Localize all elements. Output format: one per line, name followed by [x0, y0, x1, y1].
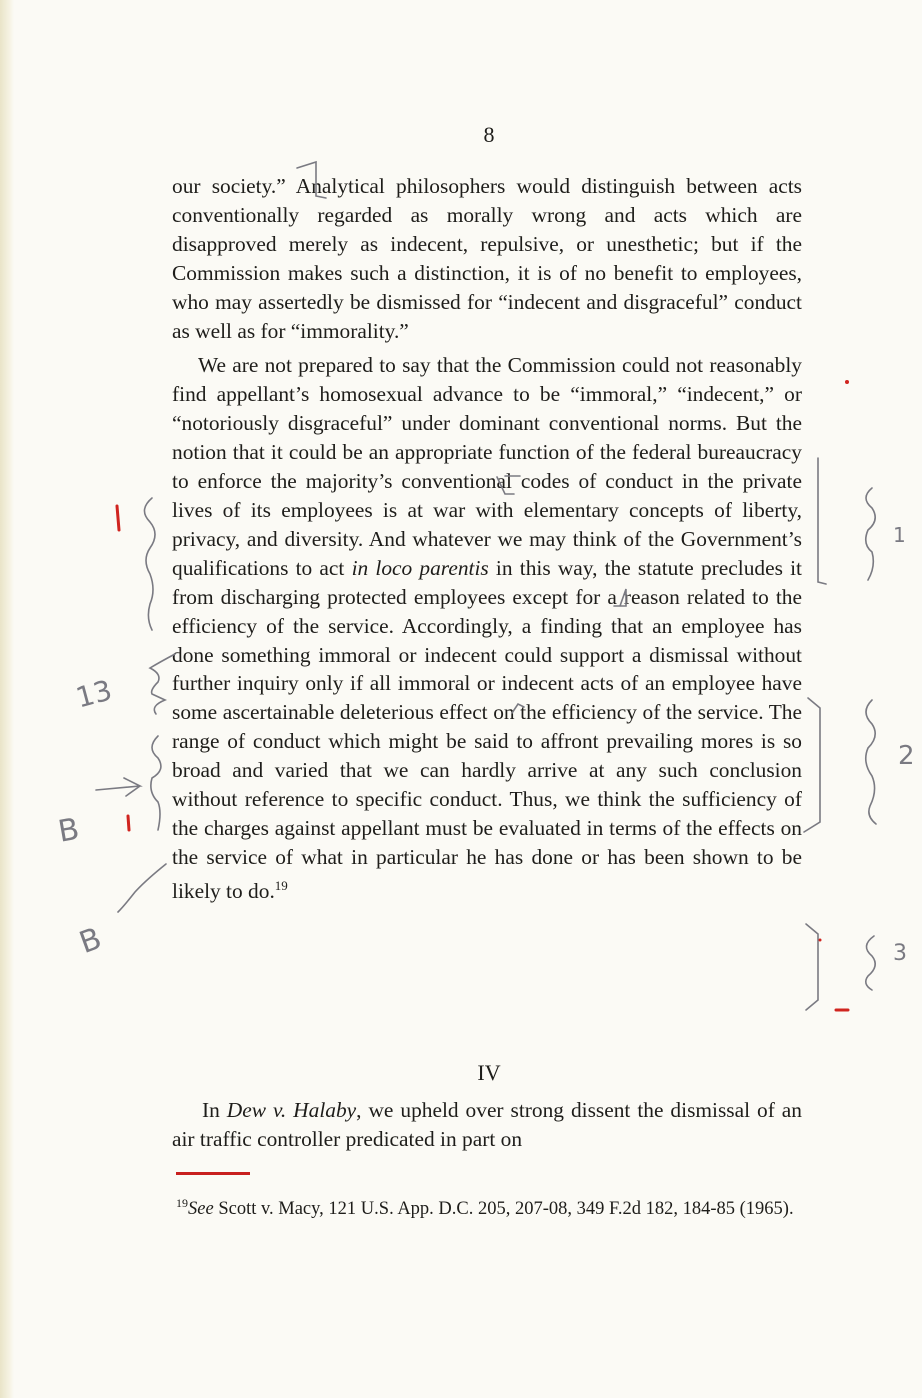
paragraph-1: our society.” Analytical philosophers would distinguish between acts conventionally regarded as morally wrong and acts which are disapproved merely as indecent, repulsive, or unesthetic; but if the Commission makes such a distinction, it is of no benefit to employees, who may assertedly be dismissed for “indecent and disgraceful” conduct as well as for “immorality.” — [172, 174, 802, 343]
hw-left-b2: B — [74, 921, 107, 962]
page-number: 8 — [483, 122, 495, 147]
bracket-mark-2 — [497, 476, 520, 494]
section-iv-prefix: In — [202, 1098, 220, 1122]
footnote-ref: 19 — [274, 877, 288, 893]
paragraph-2-part-2: in this way, the statute precludes it from discharging protected employees except for a reason related to the efficiency of the service. Accordingly, a finding that an employee has done something immoral or indecent could support a dismissal without further inquiry only if all immoral or indecent acts of an employee have some ascertainable deleterious effect on the efficiency of the service. The range of conduct which might be said to affront prevailing mores is so broad and varied that we can hardly arrive at any such conclusion without reference to specific conduct. Thus, we think the sufficiency of the charges against appellant must be evaluated in terms of the effects on the service of what in particular he has done or has been shown to be likely to do. — [172, 555, 802, 903]
right-squiggle-1 — [866, 488, 875, 580]
right-bracket-2 — [804, 698, 820, 832]
arrow-mark — [96, 778, 140, 796]
red-dot-2 — [819, 939, 822, 942]
hw-right-2: 2 — [898, 741, 915, 771]
right-bracket-3 — [806, 924, 818, 1010]
red-mark-2 — [128, 816, 129, 830]
hw-left-b1: B — [55, 811, 82, 850]
left-squiggle-2 — [150, 654, 175, 714]
left-line-1 — [118, 864, 166, 912]
bracket-mark-4 — [512, 704, 524, 713]
footnote-see: See — [188, 1199, 214, 1220]
right-squiggle-2 — [866, 700, 876, 824]
red-mark-1 — [117, 506, 119, 530]
left-squiggle-1 — [144, 498, 155, 630]
red-dot-1 — [845, 380, 849, 384]
left-squiggle-3 — [151, 736, 161, 830]
section-heading: IV — [477, 1060, 501, 1085]
right-bracket-1 — [818, 458, 826, 584]
paragraph-2-part-1: We are not prepared to say that the Commission could not reasonably find appellant’s homosexual advance to be “immoral,” “indecent,” or “notoriously disgraceful” under dominant conventional norms. But the notion that it could be an appropriate function of the federal bureaucracy to enforce the majority’s conventional codes of conduct in the private lives of its employees is at war with elementary concepts of liberty, privacy, and diversity. And whatever we may think of the Government’s qualifications to act — [172, 353, 802, 580]
footnote-marker: 19 — [176, 1196, 188, 1210]
case-name: Dew v. Halaby — [226, 1098, 357, 1122]
section-iv-rest: , we upheld over strong dissent the dismissal of an air traffic controller predicated in part on — [172, 1098, 802, 1151]
hw-left-13: 13 — [72, 673, 116, 715]
hw-right-1: 1 — [893, 523, 906, 547]
latin-phrase: in loco parentis — [351, 555, 489, 580]
right-squiggle-3 — [866, 936, 875, 990]
hw-right-3: 3 — [893, 941, 907, 966]
footnote-text: Scott v. Macy, 121 U.S. App. D.C. 205, 207-08, 349 F.2d 182, 184-85 (1965). — [213, 1199, 794, 1220]
bracket-mark-3 — [614, 589, 626, 606]
bracket-mark-1 — [297, 162, 326, 198]
